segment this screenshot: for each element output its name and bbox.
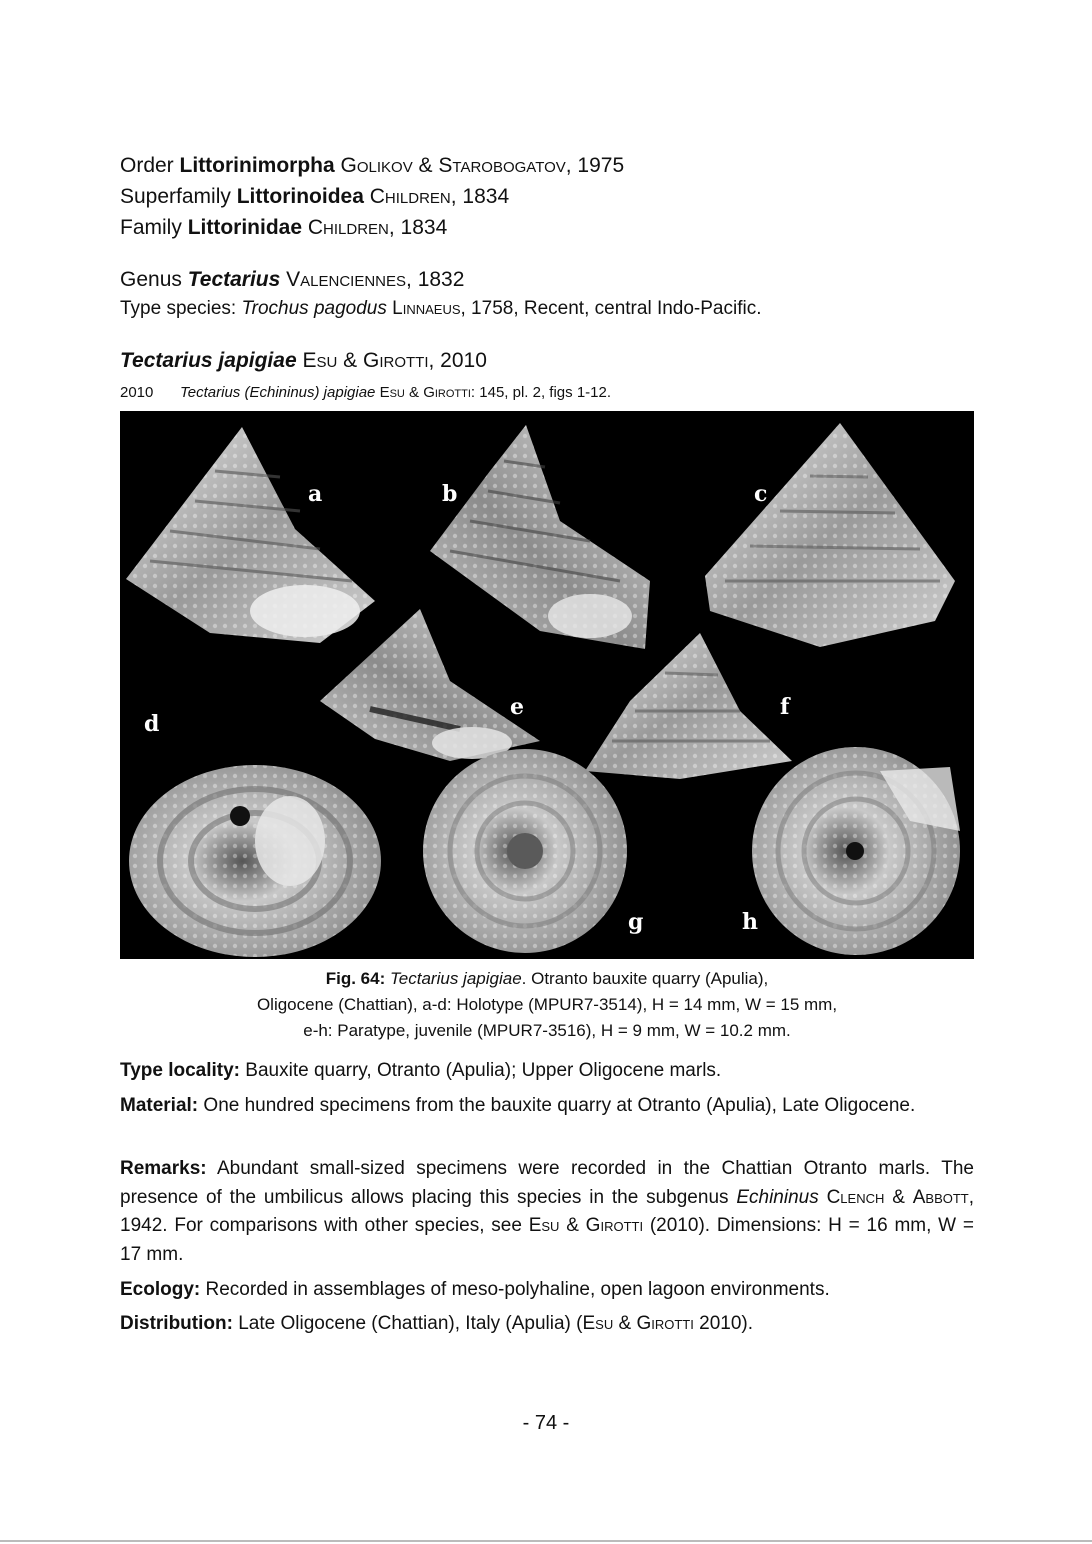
family-rank: Family xyxy=(120,216,182,239)
order-name: Littorinimorpha xyxy=(179,154,335,177)
caption-line1-rest: . Otranto bauxite quarry (Apulia), xyxy=(521,969,769,988)
remarks-author-3: Esu xyxy=(528,1215,560,1236)
type-species-line xyxy=(120,297,762,321)
fig-letter-h: h xyxy=(742,909,758,935)
remarks-author-2: Abbott xyxy=(912,1186,969,1208)
synonymy-author2: Girotti xyxy=(423,384,471,401)
superfamily-rank: Superfamily xyxy=(120,185,231,208)
fig-letter-g: g xyxy=(628,909,644,935)
synonymy-amp: & xyxy=(404,384,424,401)
material-label: Material: xyxy=(120,1095,199,1116)
species-year: , 2010 xyxy=(428,349,487,372)
distribution-text-2: 2010). xyxy=(693,1313,754,1334)
distribution-text-1: Late Oligocene (Chattian), Italy (Apulia) ( xyxy=(232,1313,583,1334)
species-title xyxy=(120,348,487,374)
fig-letter-a: a xyxy=(308,481,323,507)
synonymy-ref: : 145, pl. 2, figs 1-12. xyxy=(470,384,612,401)
superfamily-name: Littorinoidea xyxy=(236,185,364,208)
ecology-text: Recorded in assemblages of meso-polyhaline, open lagoon environments. xyxy=(200,1279,830,1300)
order-year: , 1975 xyxy=(565,154,625,177)
superfamily-year: , 1834 xyxy=(450,185,510,208)
type-species-rest: , 1758, Recent, central Indo-Pacific. xyxy=(460,298,762,319)
synonymy-year: 2010 xyxy=(120,384,154,401)
shell-d xyxy=(129,765,381,957)
order-rank: Order xyxy=(120,154,174,177)
page-number: - 74 - xyxy=(522,1412,570,1434)
type-locality-label: Type locality: xyxy=(120,1060,241,1081)
type-species-name: Trochus pagodus xyxy=(241,298,387,319)
remarks-author-1: Clench xyxy=(826,1186,885,1208)
remarks-text-3: (2010). Dimensions: H = 16 mm, W = 17 mm. xyxy=(120,1215,974,1265)
order-author: Golikov & Starobogatov xyxy=(340,154,566,177)
genus-name: Tectarius xyxy=(187,268,281,291)
caption-line-3: e-h: Paratype, juvenile (MPUR7-3516), H = 9 mm, W = 10.2 mm. xyxy=(303,1021,791,1040)
synonymy-line xyxy=(120,383,611,403)
family-year: , 1834 xyxy=(388,216,448,239)
ecology-label: Ecology: xyxy=(120,1279,201,1300)
species-amp: & xyxy=(337,349,364,372)
superfamily-author: Children xyxy=(369,185,451,208)
shell-c xyxy=(705,423,955,647)
caption-species: Tectarius japigiae xyxy=(389,969,522,988)
material-text: One hundred specimens from the bauxite quarry at Otranto (Apulia), Late Oligocene. xyxy=(198,1095,916,1116)
synonymy-name: Tectarius (Echininus) japigiae xyxy=(180,384,376,401)
genus-rank: Genus xyxy=(120,268,182,291)
distribution-label: Distribution: xyxy=(120,1313,233,1334)
family-author: Children xyxy=(307,216,389,239)
fig-letter-c: c xyxy=(754,481,768,507)
superfamily-line xyxy=(120,184,509,210)
type-species-label: Type species: xyxy=(120,298,242,319)
remarks-amp-2: & xyxy=(559,1215,586,1236)
bottom-rule xyxy=(0,1540,1092,1542)
distribution-section xyxy=(120,1310,974,1339)
fig-letter-b: b xyxy=(442,481,458,507)
synonymy-author1: Esu xyxy=(379,384,405,401)
species-author1: Esu xyxy=(302,349,338,372)
figure-caption xyxy=(120,966,974,1044)
shell-g xyxy=(423,749,627,953)
fig-letter-d: d xyxy=(144,711,160,737)
remarks-text-2: , 1942. For comparisons with other species, see xyxy=(120,1186,975,1236)
fig-letter-f: f xyxy=(780,694,790,720)
remarks-section xyxy=(120,1155,974,1269)
figure-plate xyxy=(120,411,974,959)
species-author2: Girotti xyxy=(363,349,429,372)
distribution-author-1: Esu xyxy=(582,1313,614,1334)
order-line xyxy=(120,153,624,179)
fig-letter-e: e xyxy=(510,694,524,720)
caption-line-1 xyxy=(120,966,974,992)
shell-illustrations xyxy=(120,411,974,959)
genus-year: , 1832 xyxy=(406,268,465,291)
remarks-text-1: Abundant small-sized specimens were recorded in the Chattian Otranto marls. The presence of the umbilicus allows placing this species in the subgenus xyxy=(120,1158,974,1208)
shell-b xyxy=(430,425,650,649)
remarks-author-4: Girotti xyxy=(585,1215,644,1236)
family-line xyxy=(120,215,447,241)
caption-label: Fig. 64: xyxy=(325,969,386,988)
ecology-section xyxy=(120,1276,974,1305)
shell-f xyxy=(585,633,792,779)
type-locality-section xyxy=(120,1057,974,1086)
shell-a xyxy=(126,427,375,643)
remarks-subgenus: Echininus xyxy=(736,1186,819,1208)
shell-h xyxy=(752,747,960,955)
material-section xyxy=(120,1092,974,1121)
remarks-label: Remarks: xyxy=(120,1158,207,1179)
genus-author: Valenciennes xyxy=(286,268,407,291)
type-locality-text: Bauxite quarry, Otranto (Apulia); Upper Oligocene marls. xyxy=(240,1060,722,1081)
distribution-amp: & xyxy=(613,1313,637,1334)
genus-line xyxy=(120,267,464,293)
shell-e xyxy=(320,609,540,761)
family-name: Littorinidae xyxy=(187,216,303,239)
distribution-author-2: Girotti xyxy=(636,1313,694,1334)
species-name: Tectarius japigiae xyxy=(120,349,297,372)
caption-line-2: Oligocene (Chattian), a-d: Holotype (MPUR7-3514), H = 14 mm, W = 15 mm, xyxy=(256,995,838,1014)
remarks-amp-1: & xyxy=(884,1186,913,1208)
type-species-author: Linnaeus xyxy=(392,298,461,319)
